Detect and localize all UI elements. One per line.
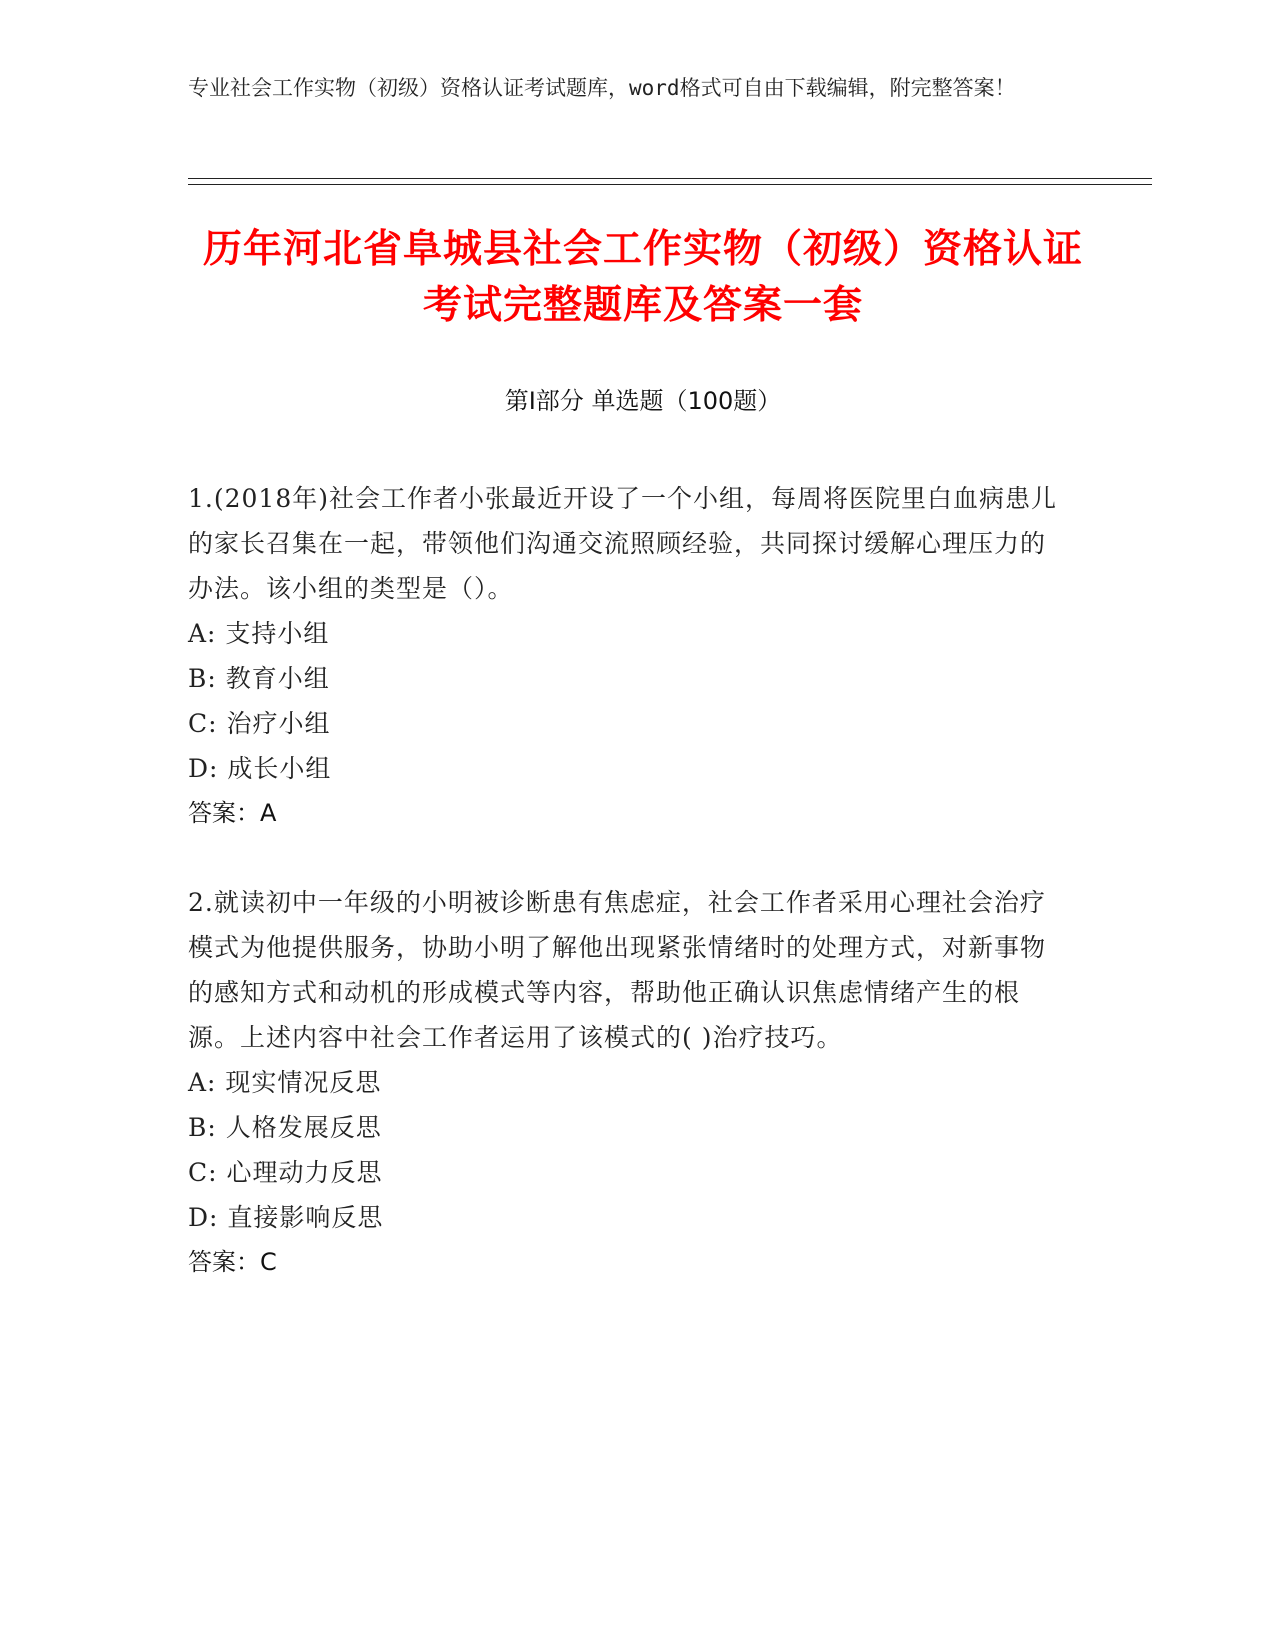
option-b: B: 人格发展反思 <box>188 1113 382 1142</box>
option-d: D: 直接影响反思 <box>188 1203 384 1232</box>
header-note: 专业社会工作实物（初级）资格认证考试题库，word格式可自由下载编辑，附完整答案！ <box>188 76 1016 100</box>
question-stem: 2.就读初中一年级的小明被诊断患有焦虑症，社会工作者采用心理社会治疗模式为他提供服务，协助小明了解他出现紧张情绪时的处理方式，对新事物的感知方式和动机的形成模式等内容，帮助他正确认识焦虑情绪产生的根源。上述内容中社会工作者运用了该模式的( )治疗技巧。 <box>188 888 1047 1052</box>
answer: 答案：A <box>188 799 277 827</box>
document-title: 历年河北省阜城县社会工作实物（初级）资格认证考试完整题库及答案一套 <box>202 227 1083 328</box>
option-a: A: 现实情况反思 <box>188 1068 382 1097</box>
section-title: 第Ⅰ部分 单选题（100题） <box>504 387 782 415</box>
option-a: A: 支持小组 <box>188 619 330 648</box>
option-b: B: 教育小组 <box>188 664 330 693</box>
answer: 答案：C <box>188 1248 277 1276</box>
question-block <box>188 880 1068 1285</box>
question-stem: 1.(2018年)社会工作者小张最近开设了一个小组，每周将医院里白血病患儿的家长召集在一起，带领他们沟通交流照顾经验，共同探讨缓解心理压力的办法。该小组的类型是（）。 <box>188 484 1057 603</box>
option-c: C: 治疗小组 <box>188 709 331 738</box>
question-block <box>188 476 1068 836</box>
option-c: C: 心理动力反思 <box>188 1158 383 1187</box>
header-rule-top <box>188 178 1152 179</box>
option-d: D: 成长小组 <box>188 754 332 783</box>
header-rule-bottom <box>188 184 1152 185</box>
